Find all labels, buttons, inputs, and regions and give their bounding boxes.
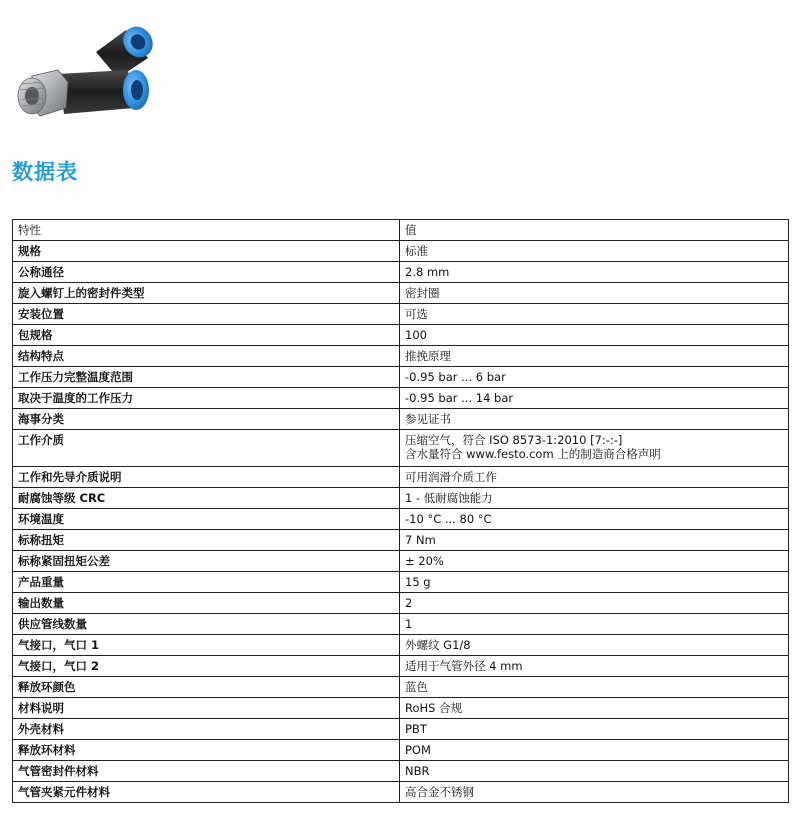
row-value: PBT <box>400 719 789 740</box>
table-row <box>13 572 789 593</box>
row-value: -10 °C ... 80 °C <box>400 509 789 530</box>
table-row <box>13 467 789 488</box>
table-row <box>13 346 789 367</box>
table-row <box>13 241 789 262</box>
row-value: -0.95 bar ... 14 bar <box>400 388 789 409</box>
row-value: POM <box>400 740 789 761</box>
row-value: 外螺纹 G1/8 <box>400 635 789 656</box>
table-row <box>13 719 789 740</box>
row-value: 15 g <box>400 572 789 593</box>
table-row <box>13 262 789 283</box>
row-value: 蓝色 <box>400 677 789 698</box>
row-property: 工作介质 <box>13 430 400 467</box>
row-property: 气管夹紧元件材料 <box>13 782 400 803</box>
row-property: 包规格 <box>13 325 400 346</box>
row-property: 耐腐蚀等级 CRC <box>13 488 400 509</box>
row-value-line-2: 含水量符合 www.festo.com 上的制造商合格声明 <box>405 447 661 461</box>
row-value: -0.95 bar ... 6 bar <box>400 367 789 388</box>
table-row <box>13 283 789 304</box>
row-value-multiline <box>400 430 789 467</box>
row-value: 1 <box>400 614 789 635</box>
row-property: 工作压力完整温度范围 <box>13 367 400 388</box>
row-property: 旋入螺钉上的密封件类型 <box>13 283 400 304</box>
page-title: 数据表 <box>12 160 78 184</box>
row-value: RoHS 合规 <box>400 698 789 719</box>
row-value: 推挽原理 <box>400 346 789 367</box>
row-value: 高合金不锈钢 <box>400 782 789 803</box>
row-property: 气接口，气口 1 <box>13 635 400 656</box>
table-row <box>13 614 789 635</box>
row-property: 规格 <box>13 241 400 262</box>
table-row <box>13 593 789 614</box>
row-property: 标称紧固扭矩公差 <box>13 551 400 572</box>
row-property: 海事分类 <box>13 409 400 430</box>
row-property: 输出数量 <box>13 593 400 614</box>
row-property: 释放环颜色 <box>13 677 400 698</box>
table-row <box>13 367 789 388</box>
row-value: 密封圈 <box>400 283 789 304</box>
row-property: 外壳材料 <box>13 719 400 740</box>
row-property: 工作和先导介质说明 <box>13 467 400 488</box>
table-row <box>13 761 789 782</box>
row-property: 结构特点 <box>13 346 400 367</box>
table-row <box>13 677 789 698</box>
row-property: 释放环材料 <box>13 740 400 761</box>
row-value: 可用润滑介质工作 <box>400 467 789 488</box>
table-row <box>13 325 789 346</box>
table-row <box>13 740 789 761</box>
row-property: 材料说明 <box>13 698 400 719</box>
row-value: 2.8 mm <box>400 262 789 283</box>
row-value: 7 Nm <box>400 530 789 551</box>
table-row <box>13 388 789 409</box>
table-row <box>13 530 789 551</box>
table-header-row <box>13 220 789 241</box>
table-row <box>13 782 789 803</box>
row-value: 可选 <box>400 304 789 325</box>
header-property: 特性 <box>13 220 400 241</box>
header-value: 值 <box>400 220 789 241</box>
table-row <box>13 551 789 572</box>
row-value: 2 <box>400 593 789 614</box>
row-property: 标称扭矩 <box>13 530 400 551</box>
row-property: 供应管线数量 <box>13 614 400 635</box>
datasheet-table <box>12 219 789 803</box>
product-image <box>8 12 168 124</box>
row-property: 安装位置 <box>13 304 400 325</box>
row-property: 产品重量 <box>13 572 400 593</box>
row-value: 100 <box>400 325 789 346</box>
row-value: ± 20% <box>400 551 789 572</box>
row-property: 公称通径 <box>13 262 400 283</box>
row-value: 适用于气管外径 4 mm <box>400 656 789 677</box>
row-value: 标准 <box>400 241 789 262</box>
row-value: 参见证书 <box>400 409 789 430</box>
table-row <box>13 698 789 719</box>
table-row <box>13 509 789 530</box>
row-value: NBR <box>400 761 789 782</box>
table-row <box>13 304 789 325</box>
row-value-line-1: 压缩空气，符合 ISO 8573-1:2010 [7:-:-] <box>405 433 623 447</box>
row-property: 环境温度 <box>13 509 400 530</box>
row-property: 气管密封件材料 <box>13 761 400 782</box>
table-row <box>13 656 789 677</box>
table-row <box>13 409 789 430</box>
row-property: 取决于温度的工作压力 <box>13 388 400 409</box>
table-row <box>13 430 789 467</box>
row-property: 气接口，气口 2 <box>13 656 400 677</box>
push-in-t-fitting-icon <box>8 12 168 124</box>
row-value: 1 - 低耐腐蚀能力 <box>400 488 789 509</box>
table-row <box>13 488 789 509</box>
table-row <box>13 635 789 656</box>
